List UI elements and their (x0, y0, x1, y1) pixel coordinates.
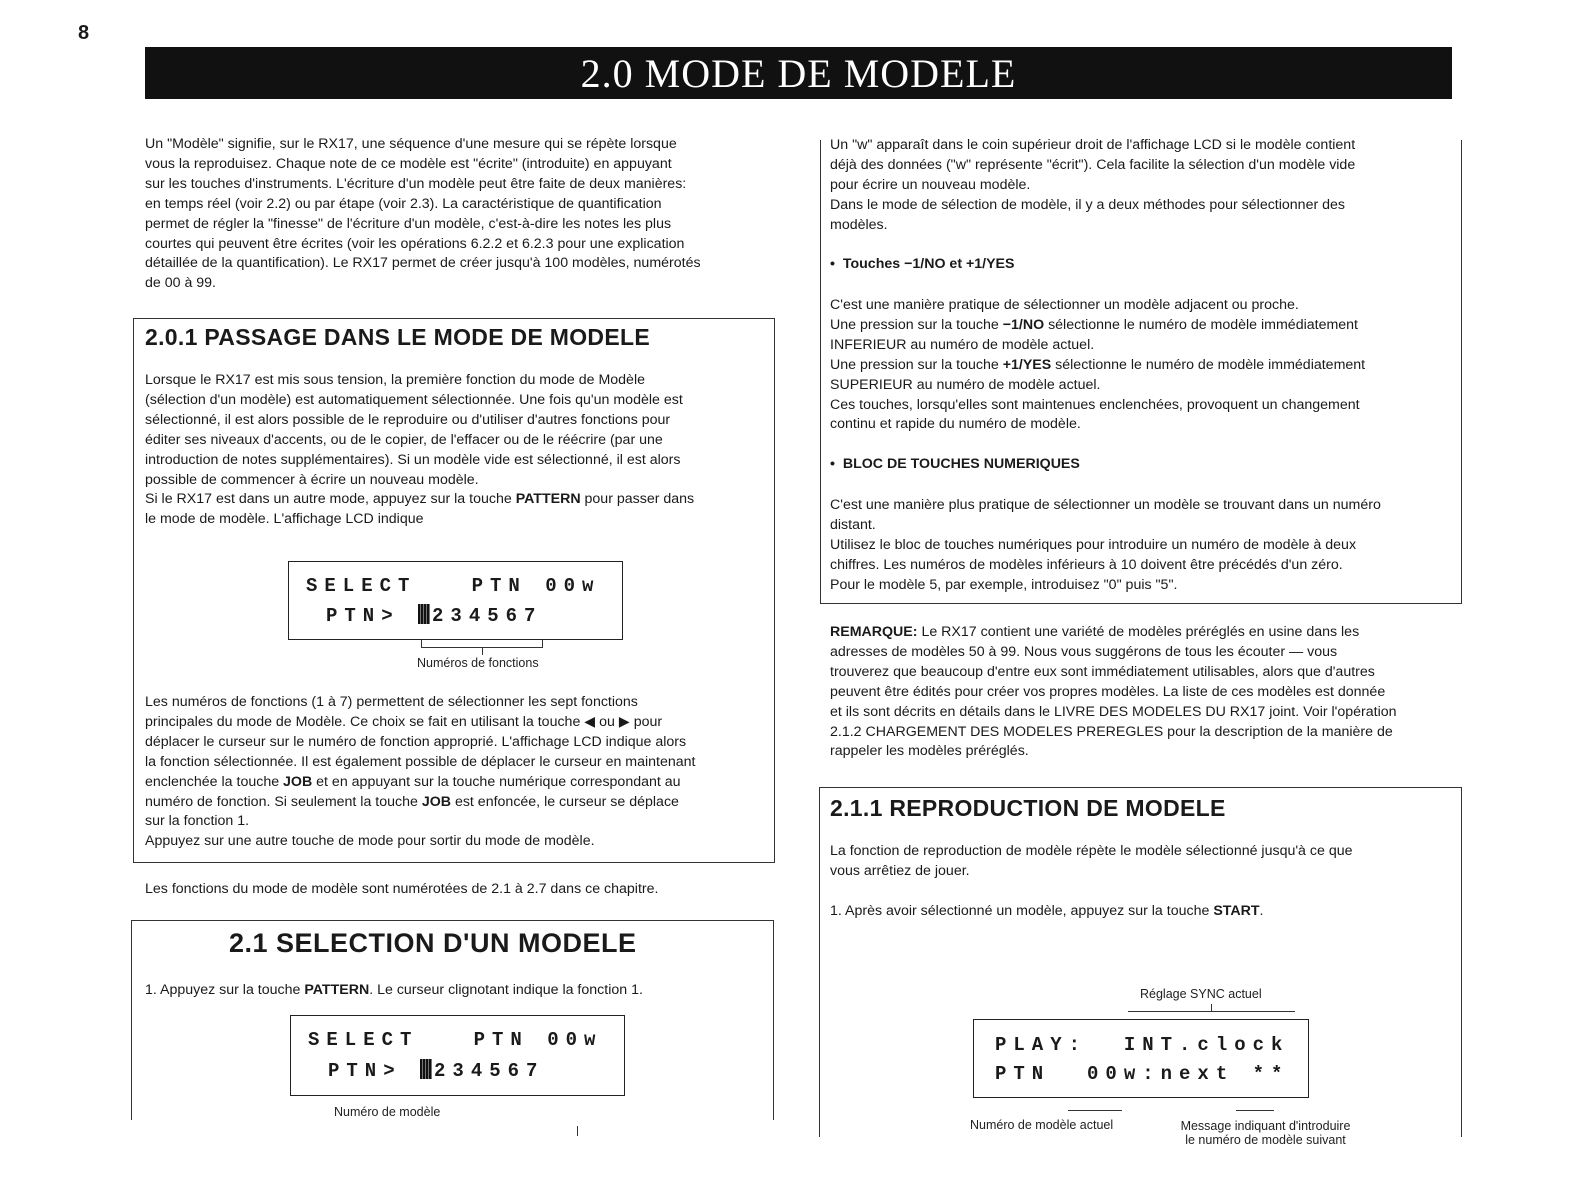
section-21-step: 1. Appuyez sur la touche PATTERN. Le curseur clignotant indique la fonction 1. (145, 982, 643, 998)
bullet-touches: • Touches −1/NO et +1/YES (830, 256, 1015, 272)
bullet-numeric-keys: • BLOC DE TOUCHES NUMERIQUES (830, 456, 1080, 472)
cursor-block (418, 604, 430, 624)
touches-paragraph: C'est une manière pratique de sélectionner un modèle adjacent ou proche. Une pression sur la touche −1/NO sélectionne le numéro de modèle immédiatement INFERIEUR au numéro de modèle actuel. Une pression sur la touche +1/YES sélectionne le numéro de modèle immédiatement SUPERIEUR au numéro de modèle actuel. Ces touches, lorsqu'elles sont maintenues enclenchées, provoquent un changement continu et rapide du numéro de modèle. (830, 297, 1366, 433)
chapter-banner: 2.0 MODE DE MODELE (145, 47, 1452, 99)
section-201-heading: 2.0.1 PASSAGE DANS LE MODE DE MODELE (145, 324, 650, 350)
cursor-block (420, 1059, 432, 1079)
section-211-paragraph: La fonction de reproduction de modèle répète le modèle sélectionné jusqu'à ce que vous arrêtiez de jouer. (830, 843, 1353, 879)
lcd-caption-functions: Numéros de fonctions (417, 656, 539, 670)
section-201-paragraph-2: Les numéros de fonctions (1 à 7) permettent de sélectionner les sept fonctions principales du mode de Modèle. Ce choix se fait en utilisant la touche ◀ ou ▶ pour déplacer le curseur sur le numéro de fonction approprié. L'affichage LCD indique alors la fonction sélectionnée. Il est également possible de déplacer le curseur en maintenant enclenchée la touche JOB et en appuyant sur la touche numérique correspondant au numéro de fonction. Si seulement la touche JOB est enfoncée, le curseur se déplace sur la fonction 1. Appuyez sur une autre touche de mode pour sortir du mode de modèle. (145, 694, 696, 850)
lcd-display-play: PLAY: INT.clock PTN 00w:next ** (973, 1019, 1309, 1098)
right-top-paragraph: Un "w" apparaît dans le coin supérieur droit de l'affichage LCD si le modèle contient déjà des données ("w" représente "écrit"). Cela facilite la sélection d'un modèle vide pour écrire un nouveau modèle. Dans le mode de sélection de modèle, il y a deux méthodes pour sélectionner des modèles. (830, 137, 1356, 233)
lcd-caption-next-message: Message indiquant d'introduire le numéro de modèle suivant (1180, 1119, 1351, 1147)
intro-paragraph: Un "Modèle" signifie, sur le RX17, une séquence d'une mesure qui se répète lorsque vous la reproduisez. Chaque note de ce modèle est "écrite" (introduite) en appuyant sur les touches d'instruments. L'écriture d'un modèle peut être faite de deux manières: en temps réel (voir 2.2) ou par étape (voir 2.3). La caractéristique de quantification permet de régler la "finesse" de l'écriture d'un modèle, c'est-à-dire les notes les plus courtes qui peuvent être écrites (voir les opérations 6.2.2 et 6.2.3 pour une explication détaillée de la quantification). Le RX17 permet de créer jusqu'à 100 modèles, numérotés de 00 à 99. (145, 136, 701, 292)
numeric-keys-paragraph: C'est une manière plus pratique de sélectionner un modèle se trouvant dans un numéro distant. Utilisez le bloc de touches numériques pour introduire un numéro de modèle à deux chiffres. Les numéros de modèles inférieurs à 10 doivent être précédés d'un zéro. Pour le modèle 5, par exemple, introduisez "0" puis "5". (830, 497, 1381, 593)
lcd-caption-current-pattern: Numéro de modèle actuel (970, 1118, 1114, 1132)
section-201-paragraph: Lorsque le RX17 est mis sous tension, la première fonction du mode de Modèle (sélection d'un modèle) est automatiquement sélectionnée. Une fois qu'un modèle est sélectionné, il est alors possible de le reproduire ou d'utiliser d'autres fonctions pour éditer ses niveaux d'accents, ou de le copier, de l'effacer ou de le réécrire (par une introduction de notes supplémentaires). Si un modèle vide est sélectionné, il est alors possible de commencer à écrire un nouveau modèle. Si le RX17 est dans un autre mode, appuyez sur la touche PATTERN pour passer dans le mode de modèle. L'affichage LCD indique (145, 372, 695, 528)
lcd-caption-sync: Réglage SYNC actuel (1140, 987, 1262, 1001)
section-21-heading: 2.1 SELECTION D'UN MODELE (229, 928, 637, 958)
remarque-paragraph: REMARQUE: Le RX17 contient une variété de modèles préréglés en usine dans les adresses de modèles 50 à 99. Nous vous suggérons de tous les écouter — vous trouverez que beaucoup d'entre eux sont immédiatement utilisables, alors que d'autres peuvent être édités pour créer vos propres modèles. La liste de ces modèles est donnée et ils sont décrits en détails dans le LIVRE DES MODELES DU RX17 joint. Voir l'opération 2.1.2 CHARGEMENT DES MODELES PREREGLES pour la description de la manière de rappeler les modèles préréglés. (830, 624, 1397, 760)
section-211-heading: 2.1.1 REPRODUCTION DE MODELE (830, 795, 1226, 821)
page-number: 8 (78, 22, 90, 44)
section-211-step: 1. Après avoir sélectionné un modèle, appuyez sur la touche START. (830, 903, 1264, 919)
lcd-display-select: SELECT PTN 00w PTN> 234567 (288, 561, 623, 640)
lcd-display-select-2: SELECT PTN 00w PTN> 234567 (290, 1015, 625, 1096)
lcd-caption-pattern-number: Numéro de modèle (334, 1105, 441, 1119)
after-201-note: Les fonctions du mode de modèle sont numérotées de 2.1 à 2.7 dans ce chapitre. (145, 881, 659, 897)
